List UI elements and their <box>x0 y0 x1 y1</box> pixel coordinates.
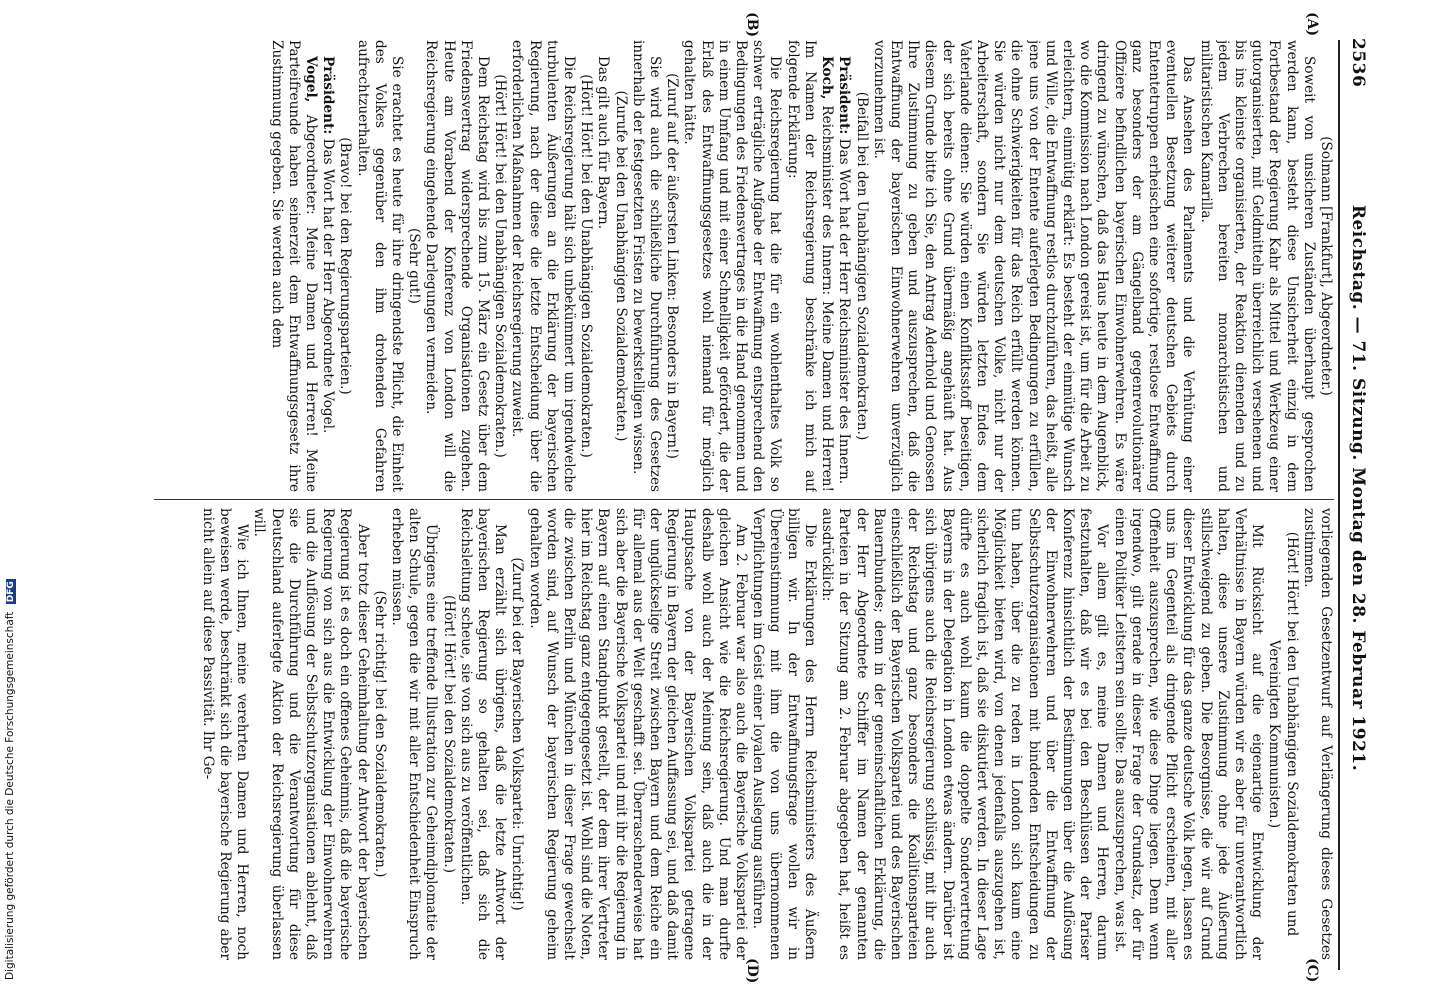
paragraph <box>388 508 440 960</box>
paragraph <box>1300 508 1334 960</box>
paragraph <box>1110 508 1265 960</box>
paragraph <box>319 40 336 492</box>
paragraph <box>508 40 577 492</box>
paragraph-text: vorliegenden Gesetzentwurf auf Verlängerung dieses Gesetzes zustimmen. <box>1300 508 1334 960</box>
margin-letter-b: (B) <box>744 12 760 38</box>
margin-letter-a: (A) <box>1304 12 1320 37</box>
paragraph-text: Sie erachtet es heute für ihre dringendste Pflicht, die Einheit des Volkes gegenüber den ihm drohenden Gefahren aufrechtzuerhalten. <box>354 40 406 492</box>
paragraph-text: Mit Rücksicht auf die eigenartige Entwicklung der Verhältnisse in Bayern würden wir es aber für unverantwortlich halten, diese unsere Zustimmung ohne jede Äußerung stillschweigend zu geben. Die Besorgnisse, die wir auf Grund dieser Entwicklung für das ganze deutsche Volk hegen, lassen es uns im Gegenteil als dringende Pflicht erscheinen, mit aller Offenheit auszusprechen, wie diese Dinge liegen. Denn wenn irgendwo, gilt gerade in dieser Frage der Grundsatz, der für einen Politiker Leitstern sein sollte: Das auszusprechen, was ist. <box>1111 508 1266 960</box>
paragraph-text: (Zurufe bei den Unabhängigen Sozialdemokraten.) <box>612 90 629 442</box>
dfg-logo: DFG <box>6 581 16 603</box>
column-rule <box>154 499 1334 500</box>
paragraph-text: (Hört! Hört! bei den Unabhängigen Sozialdemokraten.) <box>492 74 509 458</box>
paragraph-text: Das Wort hat der Herr Reichsminister des Innern. <box>836 134 853 485</box>
paragraph-text: (Hört! Hört! bei den Unabhängigen Sozialdemokraten und Vereinigten Kommunisten.) <box>1266 531 1300 937</box>
paragraph-text: Wie ich Ihnen, meine verehrten Damen und Herren, noch beweisen werde, beschränkt sich die bayerische Regierung aber nicht allein auf diese Passivität. Ihr Ge- <box>199 508 251 960</box>
paragraph <box>525 508 749 960</box>
paragraph-text: Die Reichsregierung hält sich unbekümmert um irgendwelche turbulenten Äußerungen an die Erklärung der bayerischen Regierung, nach der diese die letzte Entscheidung über die erforderlichen Maßnahmen der Reichsregierung zuweist. <box>509 40 578 492</box>
paragraph-text: Aber trotz dieser Geheimhaltung der Antwort der bayerischen Regierung ist es doch ein offenes Geheimnis, daß die bayerische Regierung von sich aus die Entwicklung der Einwohnerwehren und die Auflösung der Selbstschutzorganisationen ablehnt, daß sie die Durchführung und die Verantwortung für diese Deutschland auferlegte Aktion der Reichsregierung überlassen will. <box>251 508 371 960</box>
speaker-name: Präsident: <box>836 56 853 135</box>
interjection <box>336 40 353 492</box>
interjection <box>1265 508 1299 960</box>
paragraph <box>199 508 251 960</box>
right-column <box>134 508 1334 960</box>
interjection <box>611 40 628 492</box>
paragraph-text: Die Erklärungen des Herrn Reichsministers des Äußern billigen wir. In der Entwaffnungsfrage wollen wir in Übereinstimmung mit ihm die von uns übernommenen Verpflichtungen im Geist einer loyalen Auslegung ausführen. <box>750 508 818 960</box>
paragraph-text: (Bravo! bei den Regierungsparteien.) <box>337 137 354 395</box>
interjection <box>371 508 388 960</box>
paragraph <box>835 40 852 492</box>
page-header <box>1342 38 1372 938</box>
speaker-name: Präsident: <box>320 56 337 135</box>
paragraph-text: Am 2. Februar war also auch die Bayerische Volkspartei der gleichen Ansicht wie die Reichsregierung. Und man durfte deshalb wohl auch der Meinung sein, daß auch die in der Hauptsache von der Bayerischen Volkspartei getragene Regierung in Bayern der gleichen Auffassung sei, und daß damit der unglückselige Streit zwischen Bayern und dem Reiche ein für allemal aus der Welt geschafft sei. Überraschenderweise hat sich aber die Bayerische Volkspartei und mit ihr die Regierung in Bayern auf einen Standpunkt gestellt, der dem ihrer Vertreter hier im Reichstag ganz entgegengesetzt ist. Wohl sind die Noten, die zwischen Berlin und München in dieser Frage gewechselt worden sind, auf Wunsch der bayerischen Regierung geheim gehalten worden. <box>526 508 750 960</box>
speaker-name: Koch, <box>819 56 836 100</box>
paragraph-text: Sie wird auch die schließliche Durchführung des Gesetzes innerhalb der festgesetzten Fristen zu bewerkstelligen wissen. <box>629 40 664 492</box>
interjection <box>852 40 869 492</box>
paragraph-text: Das gilt auch für Bayern. <box>595 56 612 230</box>
paragraph-text: (Sehr gut!) <box>406 228 423 304</box>
paragraph-text: Dem Reichstag wird bis zum 15. März ein Gesetz über dem Friedensvertrag widersprechende Organisationen zugehen. Heute am Vorabend der Konferenz von London will die Reichsregierung eingehende Darlegungen vermeiden. <box>423 40 492 492</box>
digitization-text: Digitalisierung gefördert durch die Deutsche Forschungsgemeinschaft <box>4 611 16 980</box>
paragraph-text: Reichsminister des Innern: Meine Damen und Herren! Im Namen der Reichsregierung beschränke ich mich auf folgende Erklärung: <box>784 40 836 492</box>
paragraph-text: (Beifall bei den Unabhängigen Sozialdemokraten.) <box>853 91 870 441</box>
paragraph <box>680 40 783 492</box>
interjection <box>508 508 525 960</box>
speaker-name: Vogel, <box>303 56 320 103</box>
digitization-note <box>4 579 16 980</box>
scanned-page <box>100 0 1400 1000</box>
paragraph-text: (Hört! Hört! bei den Sozialdemokraten.) <box>440 594 457 874</box>
interjection <box>663 40 680 492</box>
paragraph-text: (Sehr richtig! bei den Sozialdemokraten.) <box>371 590 388 878</box>
paragraph <box>457 508 509 960</box>
paragraph <box>749 508 818 960</box>
paragraph-text: (Zuruf bei der Bayerischen Volkspartei: Unrichtig!) <box>509 557 526 911</box>
page-number: 2536 <box>1348 38 1368 88</box>
paragraph <box>1196 40 1316 492</box>
paragraph <box>267 40 319 492</box>
paragraph-text: (Zuruf auf der äußersten Linken: Besonders in Bayern!) <box>664 73 681 459</box>
paragraph <box>784 40 836 492</box>
paragraph <box>629 40 663 492</box>
paragraph-text: Die Reichsregierung hat die für ein wohlenthaltes Volk so schwer erträgliche Aufgabe der Entwaffnung entsprechend den Bedingungen des Friedensvertrages in die Hand genommen und in einem Umfang und mit einer Schnelligkeit gefördert, die der Erlaß des Entwaffnungsgesetzes wohl niemand für möglich gehalten hätte. <box>681 40 784 492</box>
page-title: Reichstag. — 71. Sitzung. Montag den 28. Februar 1921. <box>1348 204 1368 772</box>
margin-letter-c: (C) <box>1304 958 1320 983</box>
paragraph-text: Soweit von unsicheren Zuständen überhaupt gesprochen werden kann, besteht diese Unsicherheit einzig in dem Fortbestand der Regierung Kahr als Mittel und Werkzeug einer gutorganisierten, mit Geldmitteln überreichlich versehenen und bis ins kleinste organisierten, der Reaktion dienenden und zu jedem Verbrechen bereiten monarchistischen und militaristischen Kamarilla. <box>1197 40 1317 492</box>
paragraph <box>818 508 1110 960</box>
margin-letter-d: (D) <box>744 958 760 984</box>
paragraph <box>250 508 370 960</box>
interjection <box>491 40 508 492</box>
header-rule <box>1338 40 1340 970</box>
paragraph-text: Man erzählt sich übrigens, daß die letzte Antwort der bayerischen Regierung so gehalten sei, daß sich die Reichsleitung scheue, sie von sich aus zu veröffentlichen. <box>457 508 509 960</box>
interjection <box>577 40 594 492</box>
paragraph <box>594 40 611 492</box>
interjection <box>439 508 456 960</box>
paragraph-text: Das Ansehen des Parlaments und die Verhütung einer eventuellen Besetzung weiterer deutschen Gebiets durch Ententetruppen erheischen eine sofortige, restlose Entwaffnung ganz besonders der am Gängelband gegenrevolutionärer Offiziere befindlichen bayerischen Einwohnerwehren. Es wäre dringend zu wünschen, daß das Haus heute in dem Augenblick, wo die Kommission nach London gereist ist, um für die Arbeit zu erleichtern, einmütig erklärt: Es besteht der einmütige Wunsch und Wille, die Entwaffnung restlos durchzuführen, das heißt, alle jene uns von der Entente auferlegten Bedingungen zu erfüllen, die ohne Schwierigkeiten für das Reich erfüllt werden können. Sie würden nicht nur dem deutschen Volke, nicht nur der Arbeiterschaft, sondern Sie würden letzten Endes dem Vaterlande dienen: Sie würden einen Konfliktsstoff beseitigen, der sich bereits ohne Grund übermäßig angehäuft hat. Aus diesem Grunde bitte ich Sie, den Antrag Aderhold und Genossen Ihre Zustimmung zu geben und auszusprechen, daß die Entwaffnung der bayerischen Einwohnerwehren unverzüglich vorzunehmen ist. <box>870 40 1197 492</box>
interjection <box>405 40 422 492</box>
interjection <box>1317 40 1334 492</box>
paragraph-text: (Hört! Hört! bei den Unabhängigen Sozialdemokraten.) <box>578 74 595 458</box>
paragraph <box>870 40 1197 492</box>
paragraph-text: Vor allem gilt es, meine Damen und Herren, darum festzuhalten, daß wir es bei den Beschlüssen der Pariser Konferenz hinsichtlich der Bestimmungen über die Auflösung der Einwohnerwehren und über die Entwaffnung der Selbstschutzorganisationen mit bindenden Entscheidungen zu tun haben, über die zu reden in London sich kaum eine Möglichkeit bieten wird, von denen jedenfalls auszugehen ist, sicherlich fraglich ist, daß sie diskutiert werden. In dieser Lage dürfte es auch wohl kaum die doppelte Sondervertretung Bayerns in der Delegation in London etwas ändern. Darüber ist sich übrigens auch die Reichsregierung schlüssig, mit ihr auch der Reichstag und ganz besonders die Koalitionsparteien einschließlich der Bayerischen Volkspartei und des Bayerischen Bauernbundes; denn in der gemeinschaftlichen Erklärung, die der Herr Abgeordnete Schiffer im Namen der genannten Parteien in der Sitzung am 2. Februar abgegeben hat, heißt es ausdrücklich: <box>819 508 1111 960</box>
paragraph-text: (Solmann [Frankfurt], Abgeordneter.) <box>1318 136 1334 396</box>
paragraph-text: Übrigens eine treffende Illustration zur Geheimdiplomatie der alten Schule, gegen die wir mit aller Entschiedenheit Einspruch erheben müssen. <box>389 508 440 960</box>
left-column <box>134 40 1334 492</box>
paragraph <box>353 40 405 492</box>
paragraph <box>422 40 491 492</box>
paragraph-text: Abgeordneter: Meine Damen und Herren! Meine Parteifreunde haben seinerzeit dem Entwaffnungsgesetz ihre Zustimmung gegeben. Sie werden auch dem <box>268 40 320 492</box>
paragraph-text: Das Wort hat der Herr Abgeordnete Vogel. <box>320 134 337 434</box>
